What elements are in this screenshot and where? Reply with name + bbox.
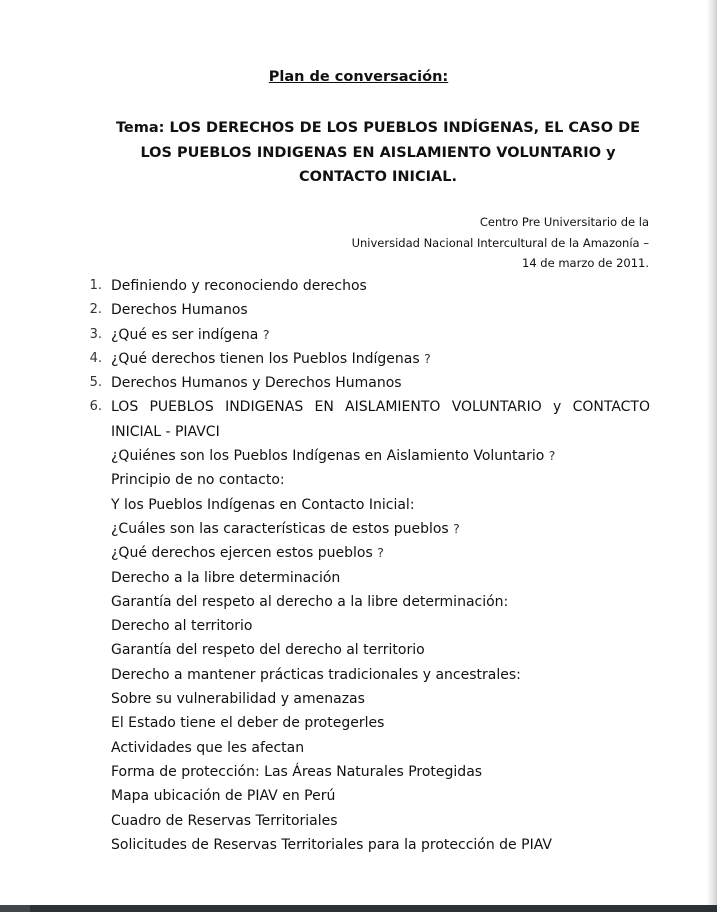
topic-label: Tema: [115, 120, 159, 136]
agenda-subitem: Sobre su vulnerabilidad y amenazas: [111, 691, 365, 708]
attribution-line-3: 14 de marzo de 2011.: [522, 256, 649, 270]
agenda-item: 6. LOS PUEBLOS INDIGENAS EN AISLAMIENTO VOLUNTARIO y CONTACTO INICIAL - PIAVCI: [89, 399, 650, 440]
topic-line-2: LOS PUEBLOS INDIGENAS EN AISLAMIENTO VOLUNTARIO y: [140, 144, 616, 161]
agenda-subitem: Derecho a mantener prácticas tradicionales y ancestrales:: [111, 666, 521, 683]
agenda-subitem: ¿Cuáles son las características de estos pueblos ?: [111, 520, 460, 537]
agenda-subitem: ¿Quiénes son los Pueblos Indígenas en Aislamiento Voluntario ?: [111, 448, 556, 465]
scrollbar-thumb[interactable]: [0, 905, 30, 912]
attribution-line-2: Universidad Nacional Intercultural de la Amazonía –: [351, 235, 649, 250]
page-edge-shadow: [707, 0, 717, 905]
agenda-subitem: Forma de protección: Las Áreas Naturales Protegidas: [111, 763, 483, 780]
agenda-subitem: Cuadro de Reservas Territoriales: [111, 812, 338, 829]
agenda-subitem: El Estado tiene el deber de protegerles: [111, 715, 385, 732]
bottom-scrollbar[interactable]: [0, 905, 717, 912]
agenda-subitem: Garantía del respeto del derecho al territorio: [111, 642, 425, 659]
topic-line-1: Tema: LOS DERECHOS DE LOS PUEBLOS INDÍGENAS, EL CASO DE: [115, 120, 641, 136]
agenda-subitem: Principio de no contacto:: [111, 472, 285, 489]
agenda-item: 3. ¿Qué es ser indígena ?: [89, 326, 270, 343]
agenda-subitem: Y los Pueblos Indígenas en Contacto Inicial:: [111, 496, 415, 513]
agenda-item: 4. ¿Qué derechos tienen los Pueblos Indígenas ?: [89, 350, 431, 367]
document-title: Plan de conversación:: [268, 69, 449, 85]
agenda-subitem: Derecho al territorio: [111, 618, 253, 635]
agenda-item: 5. Derechos Humanos y Derechos Humanos: [89, 375, 402, 392]
agenda-subitem: Derecho a la libre determinación: [111, 569, 341, 586]
attribution-line-1: Centro Pre Universitario de la: [479, 215, 649, 229]
agenda-subitem: Mapa ubicación de PIAV en Perú: [111, 788, 336, 805]
agenda-subitem: Actividades que les afectan: [111, 739, 305, 756]
agenda-item: 1. Definiendo y reconociendo derechos: [89, 278, 367, 294]
agenda-list: [78, 274, 650, 857]
topic-heading: [108, 116, 648, 190]
agenda-subitem: Solicitudes de Reservas Territoriales para la protección de PIAV: [111, 836, 552, 853]
attribution: [352, 212, 649, 274]
agenda-subitem: ¿Qué derechos ejercen estos pueblos ?: [111, 545, 384, 562]
topic-line-3: CONTACTO INICIAL.: [299, 169, 457, 185]
agenda-subitem: Garantía del respeto al derecho a la libre determinación:: [111, 593, 509, 610]
agenda-item: 2. Derechos Humanos: [89, 302, 248, 319]
